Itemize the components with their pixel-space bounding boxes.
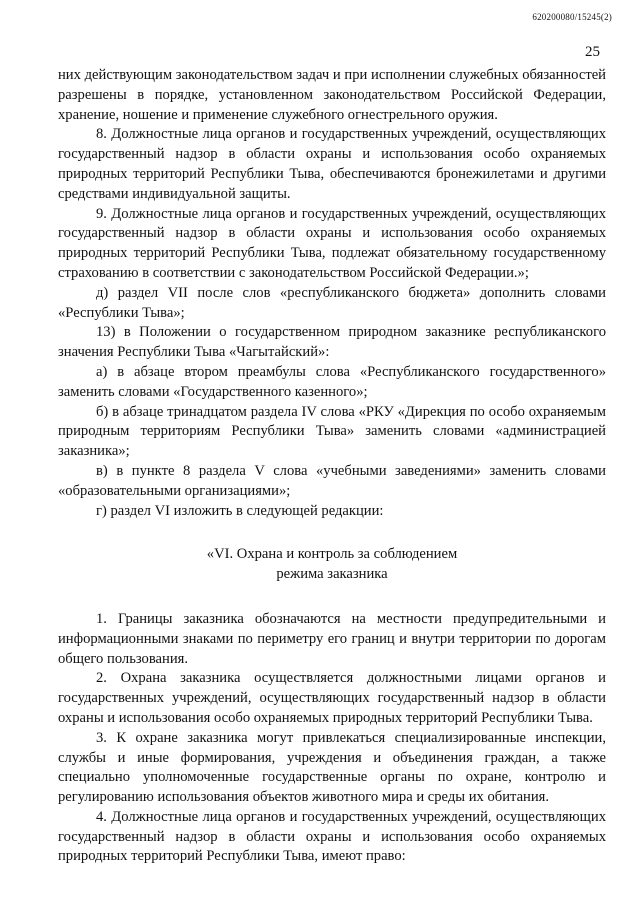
paragraph: 8. Должностные лица органов и государственных учреждений, осуществляющих государственный надзор в области охраны и использования особо охраняемых природных территорий Республики Тыва, обеспечиваются бронежилетами и другими средствами индивидуальной защиты. [58,126,606,202]
paragraph: них действующим законодательством задач и при исполнении служебных обязанностей разрешены в порядке, установленном законодательством Российской Федерации, хранение, ношение и применение служебного огнестрельного оружия. [58,67,606,123]
section-heading-line: режима заказника [276,566,388,583]
paragraph: 1. Границы заказника обозначаются на местности предупредительными и информационными знаками по периметру его границ и внутри территории по дорогам общего пользования. [58,610,606,667]
paragraph: 2. Охрана заказника осуществляется должностными лицами органов и государственных учреждений, осуществляющих государственный надзор в области охраны и использования особо охраняемых природных территорий Республики Тыва. [58,670,606,726]
page-number: 25 [585,44,600,60]
paragraph: а) в абзаце втором преамбулы слова «Республиканского государственного» заменить словами «Государственного казенного»; [58,363,606,400]
section-heading [58,545,606,585]
paragraph: 4. Должностные лица органов и государственных учреждений, осуществляющих государственный надзор в области охраны и использования особо охраняемых природных территорий Республики Тыва, имеют право: [58,808,606,865]
document-body [58,66,606,867]
paragraph: г) раздел VI изложить в следующей редакции: [96,502,384,519]
paragraph: б) в абзаце тринадцатом раздела IV слова «РКУ «Дирекция по особо охраняемым природным территориям Республики Тыва» заменить словами «администрацией заказника»; [58,403,606,460]
paragraph: 13) в Положении о государственном природном заказнике республиканского значения Республики Тыва «Чагытайский»: [58,324,606,361]
paragraph: 9. Должностные лица органов и государственных учреждений, осуществляющих государственный надзор в области охраны и использования особо охраняемых природных территорий Республики Тыва, подлежат обязательному государственному страхованию в соответствии с законодательством Российской Федерации.»; [58,205,606,281]
paragraph: в) в пункте 8 раздела V слова «учебными заведениями» заменить словами «образовательными организациями»; [58,462,606,499]
section-heading-line: «VI. Охрана и контроль за соблюдением [206,546,458,563]
paragraph: д) раздел VII после слов «республиканского бюджета» дополнить словами «Республики Тыва»; [58,284,606,321]
paragraph: 3. К охране заказника могут привлекаться специализированные инспекции, службы и иные формирования, учреждения и объединения граждан, а также специально уполномоченные государственные органы по охране, контролю и регулированию использования объектов животного мира и среды их обитания. [58,729,606,806]
document-code: 620200080/15245(2) [532,12,612,22]
